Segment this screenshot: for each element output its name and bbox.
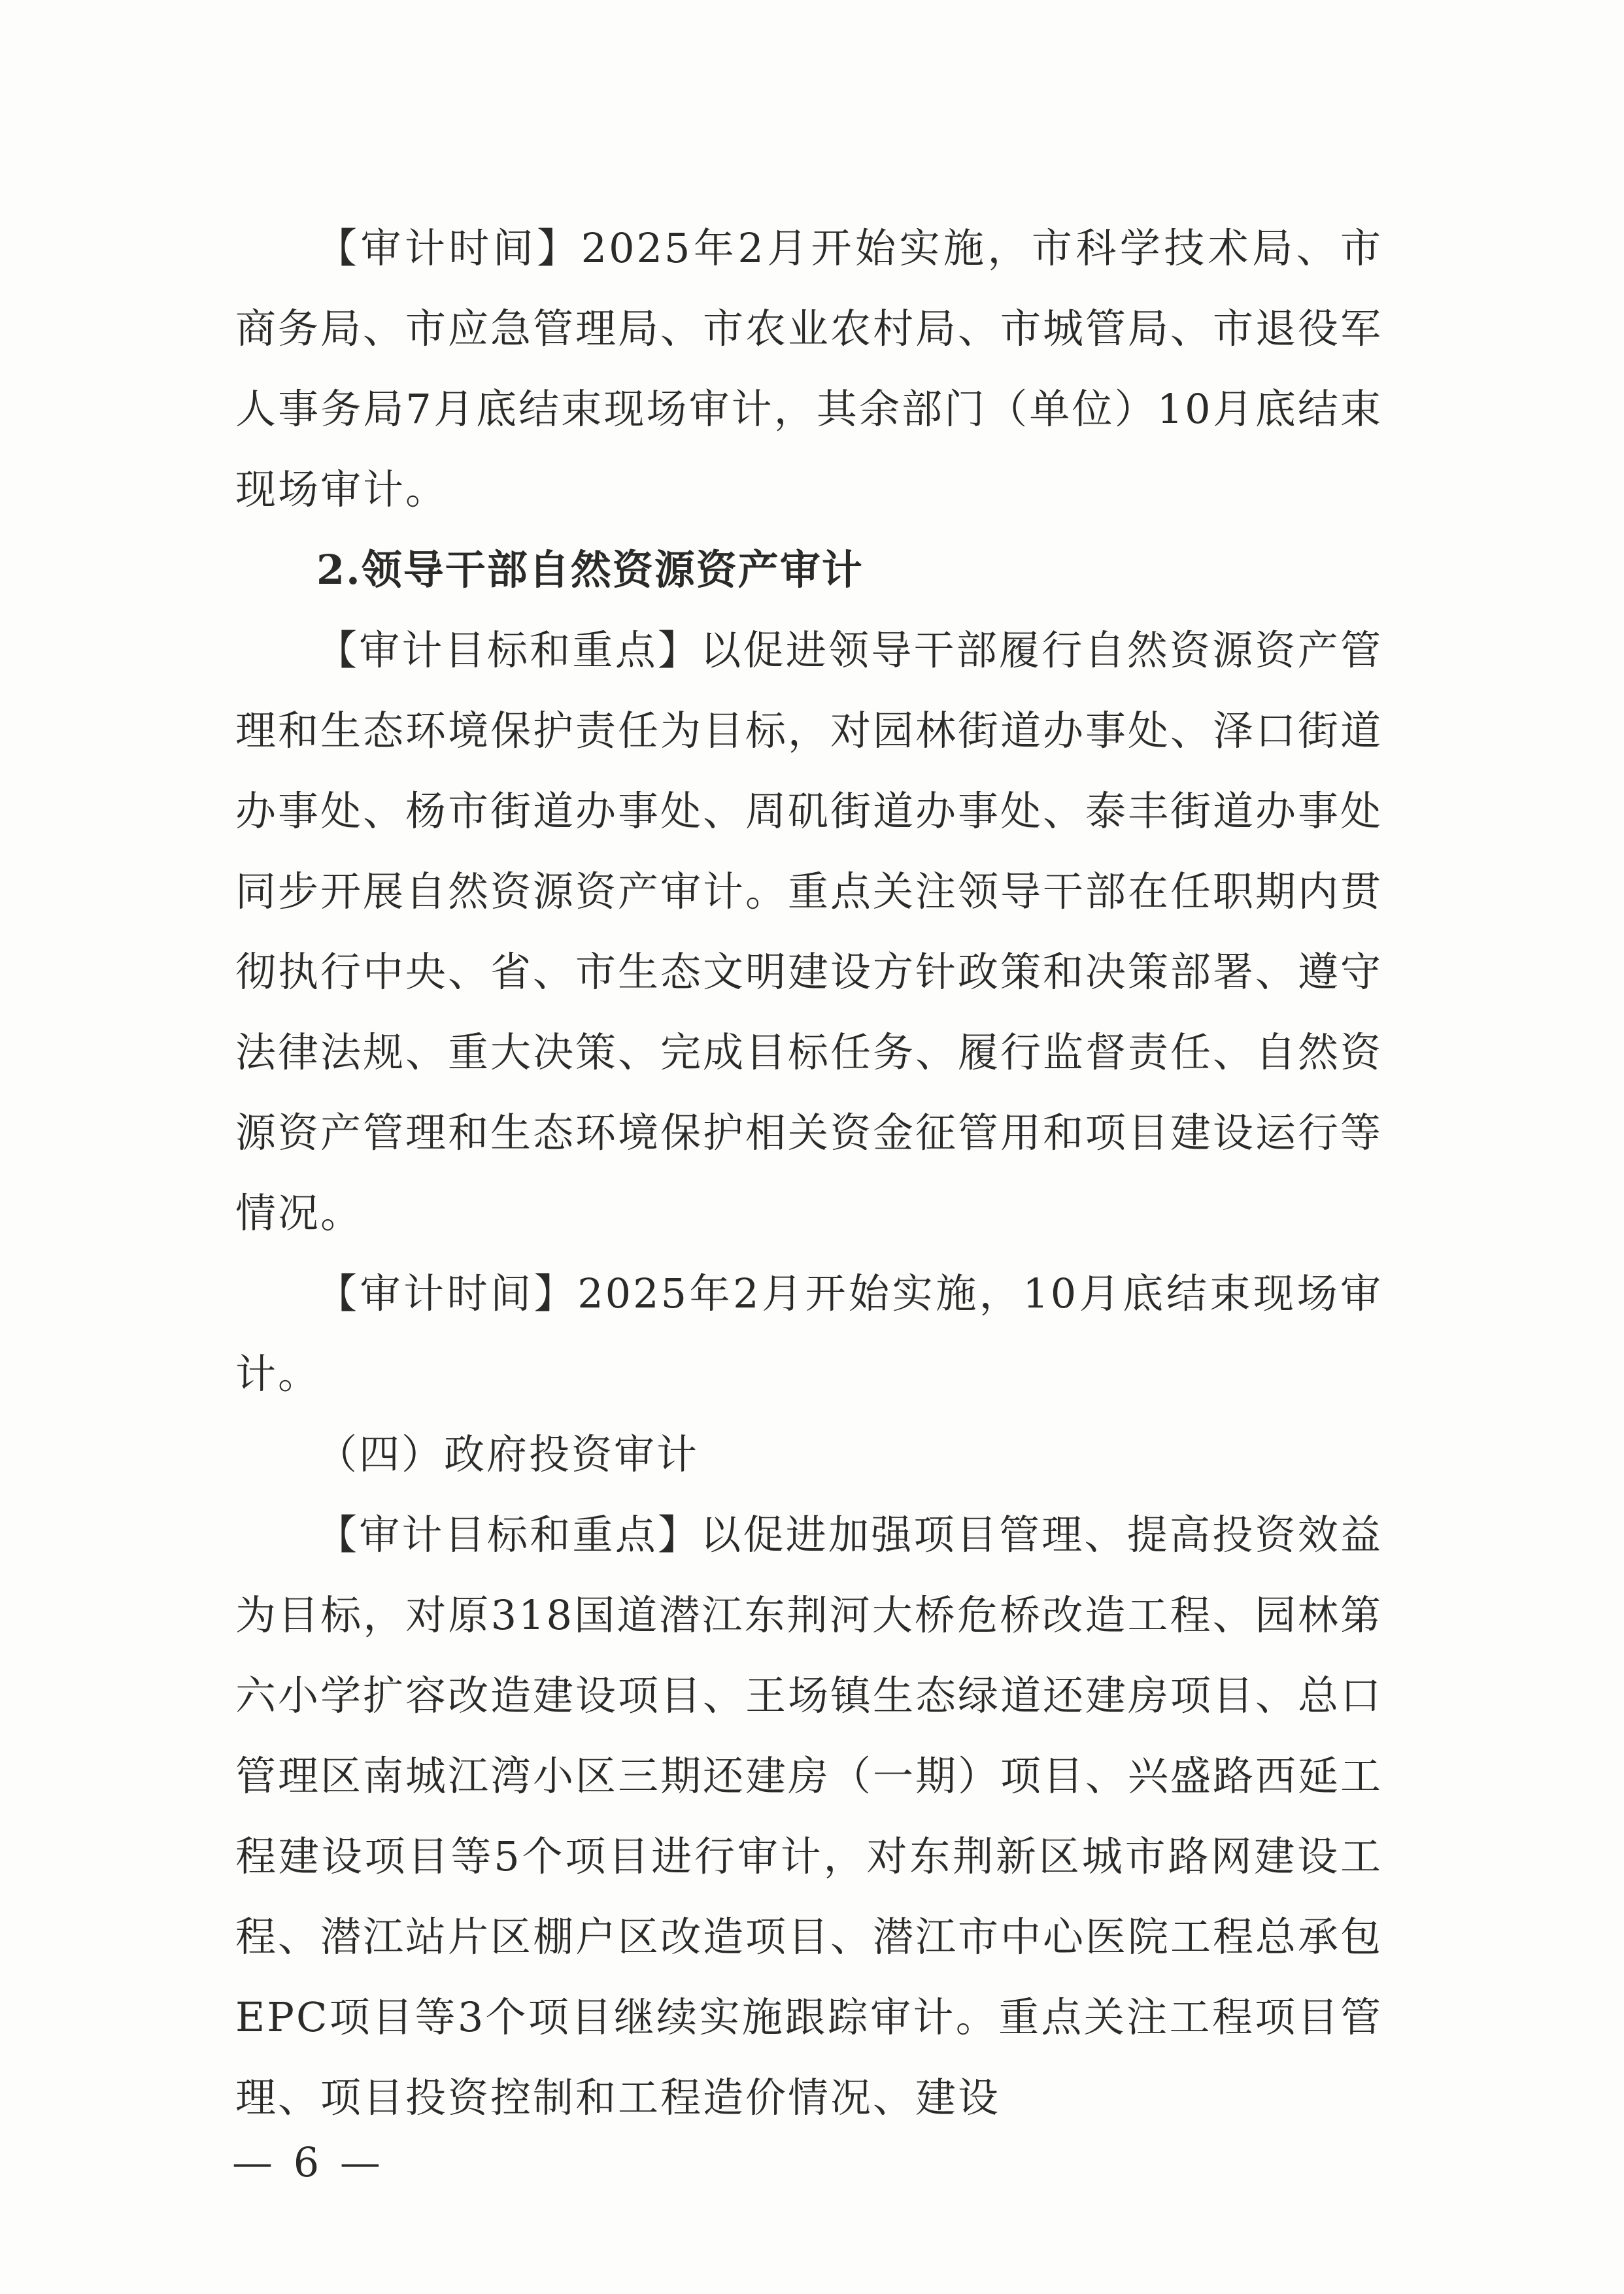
paragraph-audit-objectives-2: 【审计目标和重点】以促进领导干部履行自然资源资产管理和生态环境保护责任为目标，对园林街道办事处、泽口街道办事处、杨市街道办事处、周矶街道办事处、泰丰街道办事处同步开展自然资源资产审计。重点关注领导干部在任职期内贯彻执行中央、省、市生态文明建设方针政策和决策部署、遵守法律法规、重大决策、完成目标任务、履行监督责任、自然资源资产管理和生态环境保护相关资金征管用和项目建设运行等情况。	[235, 626, 1383, 1237]
paragraph-audit-time-2: 【审计时间】2025年2月开始实施，10月底结束现场审计。	[235, 1270, 1383, 1398]
paragraph-audit-objectives-4: 【审计目标和重点】以促进加强项目管理、提高投资效益为目标，对原318国道潜江东荆河大桥危桥改造工程、园林第六小学扩容改造建设项目、王场镇生态绿道还建房项目、总口管理区南城江湾小区三期还建房（一期）项目、兴盛路西延工程建设项目等5个项目进行审计，对东荆新区城市路网建设工程、潜江站片区棚户区改造项目、潜江市中心医院工程总承包EPC项目等3个项目继续实施跟踪审计。重点关注工程项目管理、项目投资控制和工程造价情况、建设	[235, 1511, 1383, 2121]
body-text	[235, 208, 1383, 2138]
paragraph-audit-time-1: 【审计时间】2025年2月开始实施，市科学技术局、市商务局、市应急管理局、市农业农村局、市城管局、市退役军人事务局7月底结束现场审计，其余部门（单位）10月底结束现场审计。	[235, 224, 1383, 513]
section-heading-government-investment-audit: （四）政府投资审计	[316, 1430, 700, 1478]
page-number: — 6 —	[232, 2138, 384, 2186]
section-heading-natural-resources-audit: 2.领导干部自然资源资产审计	[316, 546, 864, 594]
